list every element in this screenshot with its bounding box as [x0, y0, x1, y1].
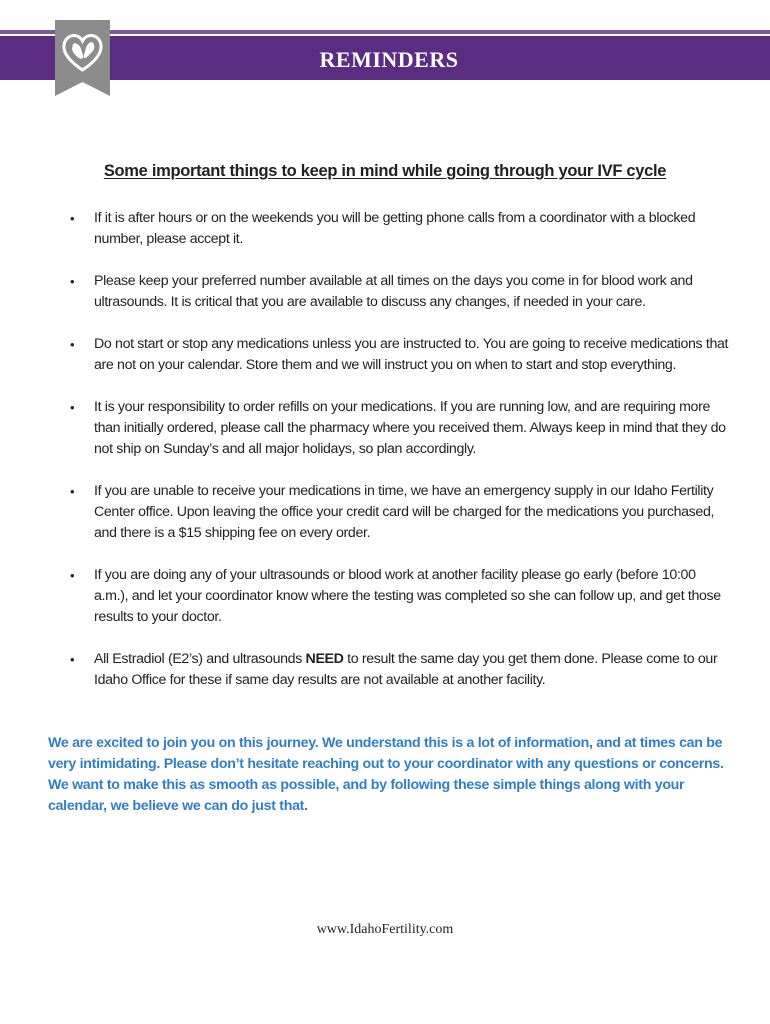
page-title: REMINDERS: [319, 47, 459, 72]
reminder-text: If it is after hours or on the weekends you will be getting phone calls from a coordinator with a blocked number, please accept it.: [94, 210, 696, 247]
list-item: [70, 565, 730, 628]
reminder-text: It is your responsibility to order refills on your medications. If you are running low, and are requiring more than initially ordered, please call the pharmacy where you received them. Always keep in mind that they do not ship on Sunday’s and all major holidays, so plan accordingly.: [94, 399, 726, 457]
reminder-emphasis: NEED: [305, 651, 344, 667]
reminder-list: [70, 208, 730, 712]
bullet-icon: •: [70, 274, 75, 289]
reminder-text: Please keep your preferred number available at all times on the days you come in for blood work and ultrasounds. It is critical that you are available to discuss any changes, if needed in your care.: [94, 273, 693, 310]
list-item: [70, 397, 730, 460]
reminder-text: Do not start or stop any medications unless you are instructed to. You are going to receive medications that are not on your calendar. Store them and we will instruct you on when to start and stop everything.: [94, 336, 729, 373]
list-item: [70, 334, 730, 376]
list-item: [70, 271, 730, 313]
reminder-text: If you are doing any of your ultrasounds or blood work at another facility please go early (before 10:00 a.m.), and let your coordinator know where the testing was completed so she can follow up, and get those results to your doctor.: [94, 567, 721, 625]
reminder-text-before: All Estradiol (E2’s) and ultrasounds: [94, 651, 306, 667]
bullet-icon: •: [70, 652, 75, 667]
bullet-icon: •: [70, 211, 75, 226]
closing-paragraph: We are excited to join you on this journey. We understand this is a lot of information, and at times can be very intimidating. Please don’t hesitate reaching out to your coordinator with any questions or concerns. We want to make this as smooth as possible, and by following these simple things along with your calendar, we believe we can do just that.: [48, 735, 724, 814]
bullet-icon: •: [70, 400, 75, 415]
section-heading: Some important things to keep in mind while going through your IVF cycle: [103, 162, 667, 180]
reminder-text: If you are unable to receive your medications in time, we have an emergency supply in our Idaho Fertility Center office. Upon leaving the office your credit card will be charged for the medications you purchased, and there is a $15 shipping fee on every order.: [94, 483, 715, 541]
footer-url: www.IdahoFertility.com: [316, 922, 454, 937]
heart-hands-logo-icon: [55, 20, 110, 96]
bullet-icon: •: [70, 484, 75, 499]
list-item: [70, 649, 730, 691]
list-item: [70, 481, 730, 544]
header-topline: [0, 30, 770, 34]
reminder-text-after: to result the same day you get them done. Please come to our Idaho Office for these if same day results are not available at another facility.: [94, 651, 718, 688]
bullet-icon: •: [70, 568, 75, 583]
list-item: [70, 208, 730, 250]
bullet-icon: •: [70, 337, 75, 352]
reminder-text: [94, 651, 717, 688]
